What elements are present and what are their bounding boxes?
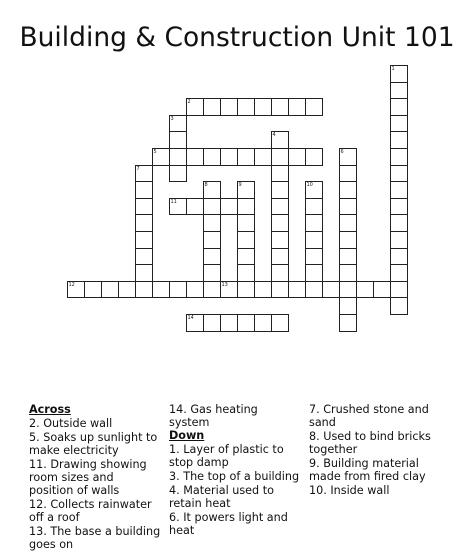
crossword-cell[interactable] bbox=[339, 181, 357, 199]
crossword-cell[interactable] bbox=[237, 198, 255, 216]
crossword-cell[interactable] bbox=[203, 314, 221, 332]
crossword-cell[interactable] bbox=[390, 248, 408, 266]
crossword-cell[interactable] bbox=[135, 181, 153, 199]
crossword-cell[interactable] bbox=[135, 198, 153, 216]
crossword-cell[interactable] bbox=[203, 248, 221, 266]
puzzle-title: Building & Construction Unit 101 bbox=[19, 22, 455, 53]
crossword-cell[interactable] bbox=[237, 281, 255, 299]
crossword-cell[interactable] bbox=[339, 165, 357, 183]
crossword-cell[interactable] bbox=[271, 281, 289, 299]
crossword-cell[interactable] bbox=[203, 198, 221, 216]
crossword-cell[interactable] bbox=[305, 181, 323, 199]
crossword-cell[interactable] bbox=[67, 281, 85, 299]
clue-number: 11 bbox=[170, 198, 177, 205]
crossword-cell[interactable] bbox=[271, 181, 289, 199]
crossword-cell[interactable] bbox=[220, 98, 238, 116]
crossword-cell[interactable] bbox=[237, 148, 255, 166]
crossword-cell[interactable] bbox=[390, 181, 408, 199]
clue-number: 3 bbox=[170, 115, 174, 122]
crossword-cell[interactable] bbox=[237, 264, 255, 282]
crossword-cell[interactable] bbox=[271, 248, 289, 266]
crossword-cell[interactable] bbox=[339, 248, 357, 266]
crossword-cell[interactable] bbox=[305, 98, 323, 116]
crossword-cell[interactable] bbox=[339, 297, 357, 315]
crossword-cell[interactable] bbox=[135, 231, 153, 249]
crossword-cell[interactable] bbox=[339, 281, 357, 299]
crossword-cell[interactable] bbox=[390, 264, 408, 282]
crossword-cell[interactable] bbox=[152, 148, 170, 166]
crossword-cell[interactable] bbox=[237, 214, 255, 232]
crossword-cell[interactable] bbox=[305, 248, 323, 266]
crossword-cell[interactable] bbox=[390, 131, 408, 149]
clues-column-2 bbox=[169, 403, 301, 537]
crossword-cell[interactable] bbox=[339, 314, 357, 332]
crossword-cell[interactable] bbox=[169, 131, 187, 149]
crossword-cell[interactable] bbox=[390, 82, 408, 100]
clue-across-14: 14. Gas heating system bbox=[169, 403, 258, 429]
crossword-cell[interactable] bbox=[237, 314, 255, 332]
clues-column-1 bbox=[29, 403, 161, 551]
crossword-cell[interactable] bbox=[135, 281, 153, 299]
across-heading: Across bbox=[29, 403, 71, 416]
crossword-cell[interactable] bbox=[271, 198, 289, 216]
clue-down-4: 4. Material used to retain heat bbox=[169, 484, 274, 510]
crossword-cell[interactable] bbox=[169, 115, 187, 133]
clue-across-5: 5. Soaks up sunlight to make electricity bbox=[29, 431, 158, 457]
clue-across-12: 12. Collects rainwater off a roof bbox=[29, 498, 152, 524]
clue-number: 4 bbox=[272, 132, 276, 139]
crossword-cell[interactable] bbox=[339, 214, 357, 232]
crossword-cell[interactable] bbox=[271, 231, 289, 249]
clue-number: 10 bbox=[306, 182, 313, 189]
crossword-cell[interactable] bbox=[135, 264, 153, 282]
clue-number: 5 bbox=[153, 149, 157, 155]
clue-number: 2 bbox=[187, 99, 191, 106]
clue-number: 14 bbox=[187, 315, 194, 321]
crossword-cell[interactable] bbox=[339, 264, 357, 282]
crossword-cell[interactable] bbox=[271, 98, 289, 116]
crossword-cell[interactable] bbox=[237, 181, 255, 199]
clue-number: 8 bbox=[204, 182, 208, 189]
crossword-cell[interactable] bbox=[237, 231, 255, 249]
crossword-cell[interactable] bbox=[84, 281, 102, 299]
clue-across-2: 2. Outside wall bbox=[29, 417, 113, 430]
crossword-cell[interactable] bbox=[118, 281, 136, 299]
clue-down-10: 10. Inside wall bbox=[309, 484, 390, 497]
crossword-cell[interactable] bbox=[356, 281, 374, 299]
crossword-cell[interactable] bbox=[169, 148, 187, 166]
crossword-cell[interactable] bbox=[169, 165, 187, 183]
crossword-cell[interactable] bbox=[203, 181, 221, 199]
crossword-cell[interactable] bbox=[339, 148, 357, 166]
crossword-cell[interactable] bbox=[203, 281, 221, 299]
crossword-cell[interactable] bbox=[186, 148, 204, 166]
clue-down-9: 9. Building material made from fired clay bbox=[309, 457, 426, 483]
clue-across-13: 13. The base a building goes on bbox=[29, 525, 161, 551]
crossword-cell[interactable] bbox=[339, 198, 357, 216]
clue-number: 12 bbox=[68, 281, 75, 288]
crossword-cell[interactable] bbox=[390, 214, 408, 232]
crossword-cell[interactable] bbox=[203, 264, 221, 282]
crossword-cell[interactable] bbox=[220, 314, 238, 332]
crossword-cell[interactable] bbox=[390, 198, 408, 216]
crossword-cell[interactable] bbox=[254, 148, 272, 166]
crossword-cell[interactable] bbox=[186, 281, 204, 299]
crossword-cell[interactable] bbox=[169, 281, 187, 299]
crossword-cell[interactable] bbox=[288, 281, 306, 299]
clue-down-3: 3. The top of a building bbox=[169, 470, 300, 483]
clue-down-6: 6. It powers light and heat bbox=[169, 511, 288, 537]
crossword-cell[interactable] bbox=[271, 165, 289, 183]
crossword-cell[interactable] bbox=[135, 214, 153, 232]
clue-across-11: 11. Drawing showing room sizes and position of walls bbox=[29, 458, 147, 497]
clue-number: 6 bbox=[340, 149, 344, 155]
crossword-cell[interactable] bbox=[390, 115, 408, 133]
crossword-cell[interactable] bbox=[203, 148, 221, 166]
crossword-cell[interactable] bbox=[271, 214, 289, 232]
crossword-cell[interactable] bbox=[135, 165, 153, 183]
crossword-cell[interactable] bbox=[186, 198, 204, 216]
crossword-cell[interactable] bbox=[390, 98, 408, 116]
crossword-cell[interactable] bbox=[135, 248, 153, 266]
crossword-cell[interactable] bbox=[169, 198, 187, 216]
crossword-cell[interactable] bbox=[203, 231, 221, 249]
crossword-cell[interactable] bbox=[237, 98, 255, 116]
crossword-cell[interactable] bbox=[305, 148, 323, 166]
clue-down-1: 1. Layer of plastic to stop damp bbox=[169, 443, 284, 469]
crossword-cell[interactable] bbox=[220, 198, 238, 216]
clue-down-8: 8. Used to bind bricks together bbox=[309, 430, 431, 456]
clue-number: 7 bbox=[136, 165, 140, 172]
crossword-cell[interactable] bbox=[220, 148, 238, 166]
crossword-cell[interactable] bbox=[271, 314, 289, 332]
crossword-cell[interactable] bbox=[237, 248, 255, 266]
clue-number: 13 bbox=[221, 281, 228, 288]
clue-number: 1 bbox=[391, 66, 395, 72]
crossword-cell[interactable] bbox=[390, 231, 408, 249]
crossword-cell[interactable] bbox=[271, 148, 289, 166]
clue-down-7: 7. Crushed stone and sand bbox=[309, 403, 429, 429]
crossword-cell[interactable] bbox=[271, 131, 289, 149]
crossword-cell[interactable] bbox=[305, 214, 323, 232]
crossword-cell[interactable] bbox=[373, 281, 391, 299]
crossword-cell[interactable] bbox=[203, 214, 221, 232]
crossword-cell[interactable] bbox=[390, 65, 408, 83]
crossword-cell[interactable] bbox=[305, 198, 323, 216]
crossword-cell[interactable] bbox=[288, 148, 306, 166]
crossword-cell[interactable] bbox=[305, 264, 323, 282]
crossword-cell[interactable] bbox=[203, 98, 221, 116]
crossword-cell[interactable] bbox=[305, 231, 323, 249]
crossword-cell[interactable] bbox=[152, 281, 170, 299]
down-heading: Down bbox=[169, 429, 205, 442]
crossword-cell[interactable] bbox=[271, 264, 289, 282]
crossword-cell[interactable] bbox=[390, 165, 408, 183]
crossword-cell[interactable] bbox=[390, 281, 408, 299]
crossword-cell[interactable] bbox=[288, 98, 306, 116]
crossword-cell[interactable] bbox=[186, 98, 204, 116]
crossword-cell[interactable] bbox=[254, 98, 272, 116]
crossword-cell[interactable] bbox=[254, 314, 272, 332]
crossword-cell[interactable] bbox=[322, 281, 340, 299]
clue-number: 9 bbox=[238, 182, 242, 189]
crossword-cell[interactable] bbox=[220, 281, 238, 299]
clues-column-3 bbox=[309, 403, 449, 497]
crossword-cell[interactable] bbox=[305, 281, 323, 299]
crossword-cell[interactable] bbox=[254, 281, 272, 299]
crossword-cell[interactable] bbox=[339, 231, 357, 249]
crossword-cell[interactable] bbox=[101, 281, 119, 299]
crossword-cell[interactable] bbox=[390, 297, 408, 315]
crossword-cell[interactable] bbox=[390, 148, 408, 166]
crossword-cell[interactable] bbox=[186, 314, 204, 332]
